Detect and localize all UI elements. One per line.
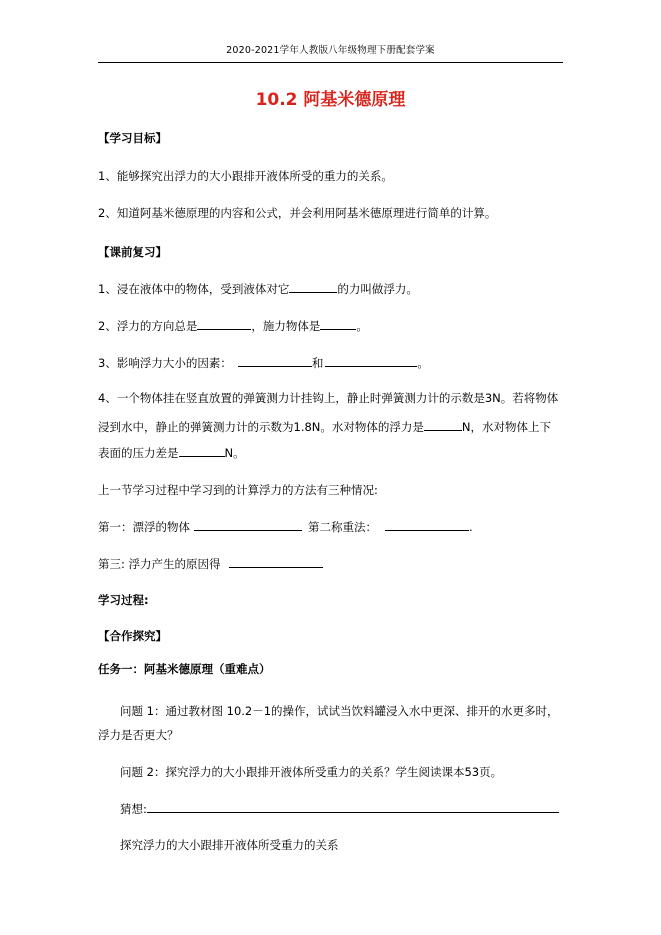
q4-line-3 (98, 444, 245, 461)
method-3-label: 第三: 浮力产生的原因得 (98, 557, 221, 571)
q4-blank-2[interactable] (179, 444, 225, 457)
page-title: 10.2 阿基米德原理 (255, 90, 406, 110)
methods-line-2 (98, 555, 323, 572)
problem-2: 问题 2：探究浮力的大小跟排开液体所受重力的关系？学生阅读课本53页。 (120, 765, 503, 779)
q1-text-a: 1、浸在液体中的物体，受到液体对它 (98, 282, 290, 296)
q4-text-d: N。 (224, 446, 245, 460)
q1-text-b: 的力叫做浮力。 (337, 282, 418, 296)
method-2-end: . (469, 520, 473, 534)
method-1-blank[interactable] (194, 518, 302, 531)
q2-text-c: 。 (356, 319, 368, 333)
review-heading: 【课前复习】 (98, 245, 167, 259)
q3-text-b: 和 (311, 356, 324, 370)
method-2-blank[interactable] (385, 518, 469, 531)
problem-1-line-2: 浮力是否更大？ (98, 728, 179, 742)
method-3-blank[interactable] (229, 555, 323, 568)
method-2-label: 第二称重法： (308, 520, 377, 534)
goal-item-2: 2、知道阿基米德原理的内容和公式，并会利用阿基米德原理进行简单的计算。 (98, 206, 497, 220)
q4-line-2 (98, 418, 551, 435)
goal-item-1: 1、能够探究出浮力的大小跟排开液体所受的重力的关系。 (98, 169, 393, 183)
coop-heading: 【合作探究】 (98, 629, 167, 643)
review-question-3 (98, 354, 429, 371)
q4-text-c: 表面的压力差是 (98, 446, 179, 460)
explore-text: 探究浮力的大小跟排开液体所受重力的关系 (120, 838, 339, 852)
task-1-heading: 任务一：阿基米德原理（重难点） (98, 662, 271, 676)
q4-blank-1[interactable] (424, 418, 462, 431)
methods-intro: 上一节学习过程中学习到的计算浮力的方法有三种情况: (98, 483, 378, 497)
method-1-label: 第一：漂浮的物体 (98, 520, 190, 534)
q1-blank[interactable] (289, 280, 337, 293)
q2-text-a: 2、浮力的方向总是 (98, 319, 198, 333)
review-question-1 (98, 280, 418, 297)
q4-text-b: N，水对物体上下 (461, 420, 551, 434)
problem-1-line-1: 问题 1：通过教材图 10.2－1的操作，试试当饮料罐浸入水中更深、排开的水更多时， (120, 704, 559, 718)
header-rule (98, 62, 563, 63)
guess-label: 猜想: (120, 802, 147, 816)
goals-heading: 【学习目标】 (98, 131, 167, 145)
methods-line-1 (98, 518, 473, 535)
q3-blank-1[interactable] (238, 354, 312, 367)
q2-text-b: ，施力物体是 (251, 319, 321, 333)
q3-text-c: 。 (417, 356, 429, 370)
q4-line-1: 4、一个物体挂在竖直放置的弹簧测力计挂钩上，静止时弹簧测力计的示数是3N。若将物体 (98, 391, 559, 405)
q2-blank-2[interactable] (320, 317, 356, 330)
q4-text-a: 浸到水中，静止的弹簧测力计的示数为1.8N。水对物体的浮力是 (98, 420, 424, 434)
review-question-2 (98, 317, 368, 334)
q2-blank-1[interactable] (197, 317, 251, 330)
process-heading: 学习过程: (98, 593, 149, 607)
running-header: 2020-2021学年人教版八年级物理下册配套学案 (226, 45, 435, 56)
guess-line (120, 800, 559, 817)
q3-text-a: 3、影响浮力大小的因素： (98, 356, 232, 370)
guess-blank[interactable] (147, 800, 559, 813)
q3-blank-2[interactable] (325, 354, 417, 367)
